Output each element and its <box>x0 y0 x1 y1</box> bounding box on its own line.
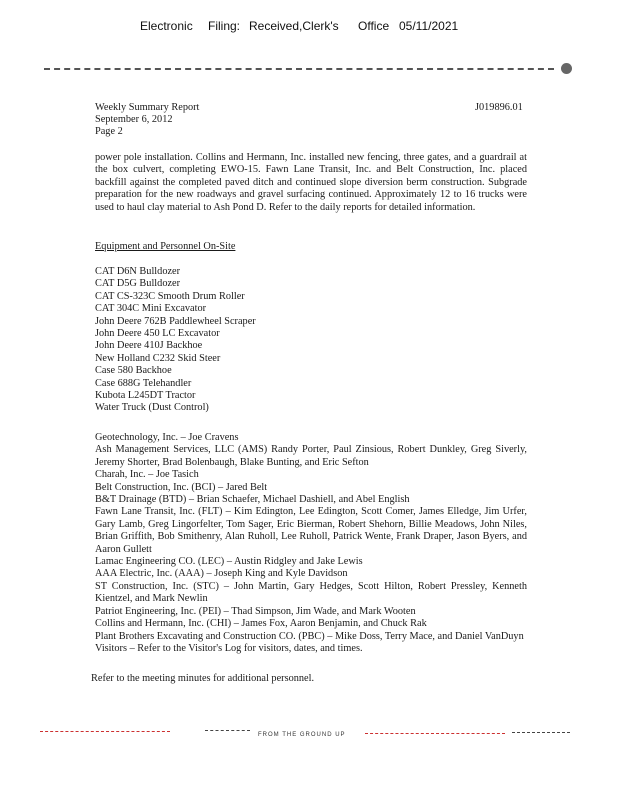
list-item: Case 688G Telehandler <box>95 377 192 389</box>
letterhead-logo-dot <box>561 63 572 74</box>
stamp-electronic: Electronic <box>140 19 193 33</box>
stamp-filing: Filing: <box>208 19 241 33</box>
list-item: Belt Construction, Inc. (BCI) – Jared Belt <box>95 481 268 493</box>
footer-tagline: FROM THE GROUND UP <box>258 732 346 738</box>
list-item: Lamac Engineering CO. (LEC) – Austin Ridgley and Jake Lewis <box>95 556 363 568</box>
list-item: Ash Management Services, LLC (AMS) Randy Porter, Paul Zinsious, Robert Dunkley, Greg Siverly, Jeremy Shorter, Brad Bolenbaugh, Blake Bunting, and Eric Sefton <box>95 444 527 468</box>
list-item: Kubota L245DT Tractor <box>95 390 196 402</box>
list-item: Charah, Inc. – Joe Tasich <box>95 469 199 481</box>
list-item: ST Construction, Inc. (STC) – John Martin, Gary Hedges, Scott Hilton, Robert Pressley, Kenneth Kientzel, and Mark Newlin <box>95 580 527 605</box>
report-id: J019896.01 <box>475 102 523 113</box>
list-item: CAT D5G Bulldozer <box>95 278 181 290</box>
footer-rule-mid <box>205 730 250 731</box>
closing-note: Refer to the meeting minutes for additional personnel. <box>91 673 315 684</box>
list-item: B&T Drainage (BTD) – Brian Schaefer, Michael Dashiell, and Abel English <box>95 494 410 506</box>
stamp-received: Received,Clerk's <box>249 19 339 33</box>
list-item: John Deere 450 LC Excavator <box>95 328 220 340</box>
footer-rule-end <box>512 732 570 733</box>
list-item: AAA Electric, Inc. (AAA) – Joseph King and Kyle Davidson <box>95 568 348 580</box>
list-item: CAT CS-323C Smooth Drum Roller <box>95 290 245 302</box>
list-item: Collins and Hermann, Inc. (CHI) – James Fox, Aaron Benjamin, and Chuck Rak <box>95 618 427 630</box>
footer-rule-left <box>40 731 170 732</box>
list-item: Water Truck (Dust Control) <box>95 402 209 414</box>
letterhead-top-rule <box>44 68 554 70</box>
report-title: Weekly Summary Report <box>95 102 200 113</box>
report-page: Page 2 <box>95 126 123 137</box>
list-item: Fawn Lane Transit, Inc. (FLT) – Kim Edington, Lee Edington, Scott Comer, James Elledge, Jim Urfer, Gary Lamb, Greg Lingorfelter, Tom Sager, Eric Bierman, Robert Shehorn, Billie Meadows, John Niles, Brian Griffith, Bob Smithenry, Alan Ruholl, Lee Ruholl, Patrick Wente, Frank Draper, Jason Byers, and Aaron Gullett <box>95 506 527 555</box>
list-item: Geotechnology, Inc. – Joe Cravens <box>95 432 239 443</box>
list-item: John Deere 410J Backhoe <box>95 340 203 352</box>
list-item: Plant Brothers Excavating and Construction CO. (PBC) – Mike Doss, Terry Mace, and Daniel VanDuyn <box>95 630 524 642</box>
stamp-date: 05/11/2021 <box>399 19 459 33</box>
list-item: John Deere 762B Paddlewheel Scraper <box>95 315 256 327</box>
equipment-list <box>95 266 535 415</box>
stamp-office: Office <box>358 19 390 33</box>
list-item: Patriot Engineering, Inc. (PEI) – Thad Simpson, Jim Wade, and Mark Wooten <box>95 605 416 617</box>
personnel-list <box>95 432 527 655</box>
report-date: September 6, 2012 <box>95 114 173 125</box>
list-item: CAT 304C Mini Excavator <box>95 303 207 315</box>
list-item: New Holland C232 Skid Steer <box>95 352 221 364</box>
equipment-heading: Equipment and Personnel On-Site <box>95 241 236 252</box>
list-item: CAT D6N Bulldozer <box>95 266 181 277</box>
list-item: Visitors – Refer to the Visitor's Log for visitors, dates, and times. <box>95 642 363 654</box>
footer-rule-right <box>365 733 505 734</box>
list-item: Case 580 Backhoe <box>95 365 172 377</box>
intro-paragraph: power pole installation. Collins and Hermann, Inc. installed new fencing, three gates, and a guardrail at the box culvert, completing EWO-15. Fawn Lane Transit, Inc. and Belt Construction, Inc. placed backfill against the completed paved ditch and continued slope diversion berm construction. Subgrade preparation for the new roadways and gravel surfacing continued. Approximately 12 to 16 trucks were used to haul clay material to Ash Pond D. Refer to the daily reports for detailed information. <box>95 152 527 213</box>
